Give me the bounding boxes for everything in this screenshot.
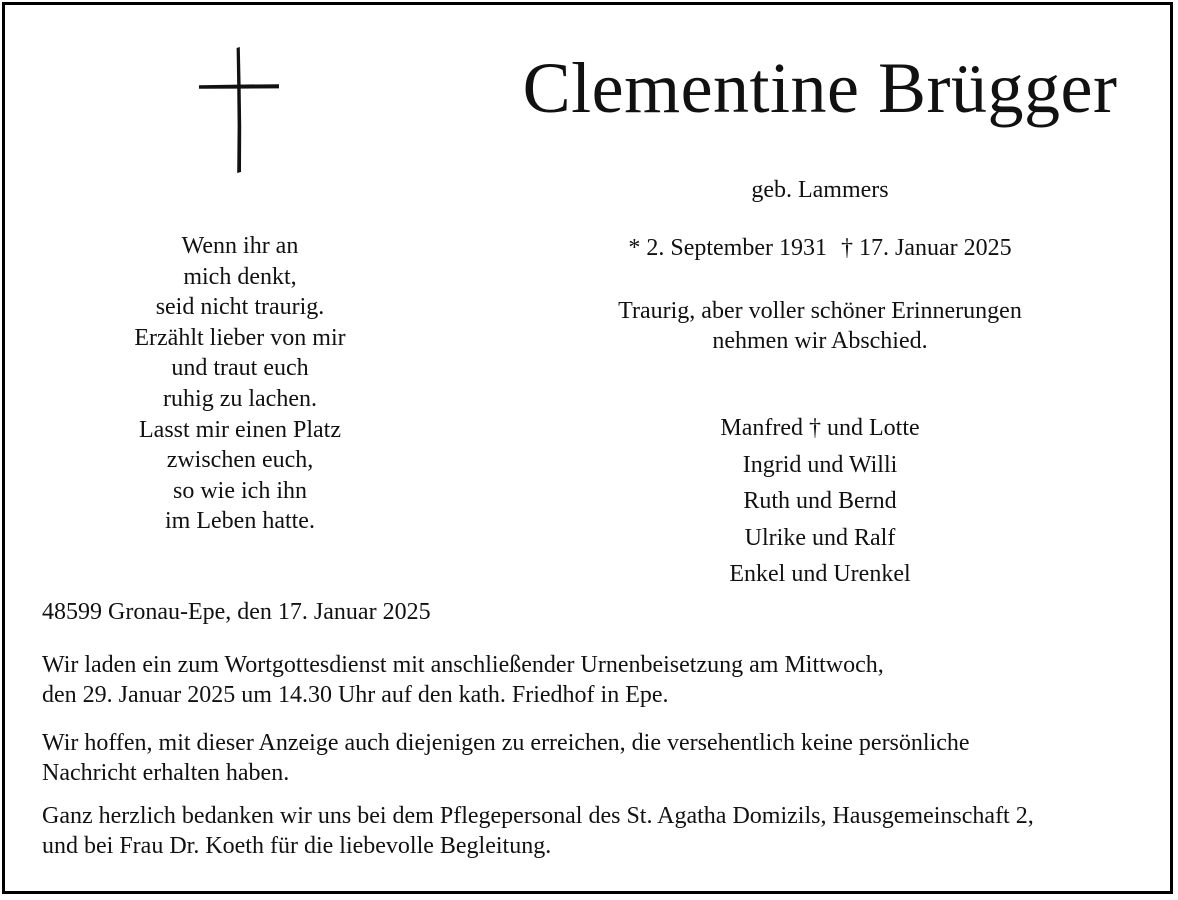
family-member: Ingrid und Willi	[742, 451, 898, 478]
poem-line: so wie ich ihn	[173, 477, 307, 504]
poem-line: ruhig zu lachen.	[163, 385, 317, 412]
thanks-notice-line: und bei Frau Dr. Koeth für die liebevolle Begleitung.	[42, 833, 552, 859]
farewell-line: nehmen wir Abschied.	[712, 328, 928, 354]
poem-line: Wenn ihr an	[181, 233, 299, 259]
thanks-notice	[42, 801, 1152, 861]
family-member: Ruth und Bernd	[743, 488, 897, 514]
service-notice-line: den 29. Januar 2025 um 14.30 Uhr auf den kath. Friedhof in Epe.	[42, 682, 669, 708]
reach-notice	[42, 728, 1152, 788]
service-notice	[42, 650, 1152, 710]
life-dates	[560, 233, 1080, 263]
family-member: Manfred † und Lotte	[720, 415, 920, 441]
family-member: Ulrike und Ralf	[744, 524, 896, 551]
poem-line: Lasst mir einen Platz	[139, 416, 341, 443]
poem-line: seid nicht traurig.	[155, 294, 325, 321]
poem	[90, 231, 390, 537]
reach-notice-line: Nachricht erhalten haben.	[42, 760, 290, 786]
poem-line: mich denkt,	[183, 263, 297, 290]
maiden-name: geb. Lammers	[751, 177, 889, 203]
thanks-notice-line: Ganz herzlich bedanken wir uns bei dem Pflegepersonal des St. Agatha Domizils, Hausgemeinschaft 2,	[42, 803, 1034, 829]
death-date: † 17. Januar 2025	[841, 235, 1012, 261]
farewell-line: Traurig, aber voller schöner Erinnerungen	[618, 298, 1022, 324]
poem-line: im Leben hatte.	[165, 508, 315, 535]
reach-notice-line: Wir hoffen, mit dieser Anzeige auch diejenigen zu erreichen, die versehentlich keine persönliche	[42, 730, 970, 756]
farewell-text	[560, 296, 1080, 356]
service-notice-line: Wir laden ein zum Wortgottesdienst mit anschließender Urnenbeisetzung am Mittwoch,	[42, 652, 884, 678]
poem-line: Erzählt lieber von mir	[134, 324, 346, 351]
birth-date: * 2. September 1931	[628, 235, 827, 261]
family-list	[560, 410, 1080, 593]
family-member: Enkel und Urenkel	[729, 561, 911, 587]
cross-icon	[198, 46, 280, 174]
place-date: 48599 Gronau-Epe, den 17. Januar 2025	[42, 599, 431, 625]
deceased-name: Clementine Brügger	[522, 48, 1118, 128]
poem-line: und traut euch	[171, 355, 309, 382]
poem-line: zwischen euch,	[166, 447, 314, 474]
